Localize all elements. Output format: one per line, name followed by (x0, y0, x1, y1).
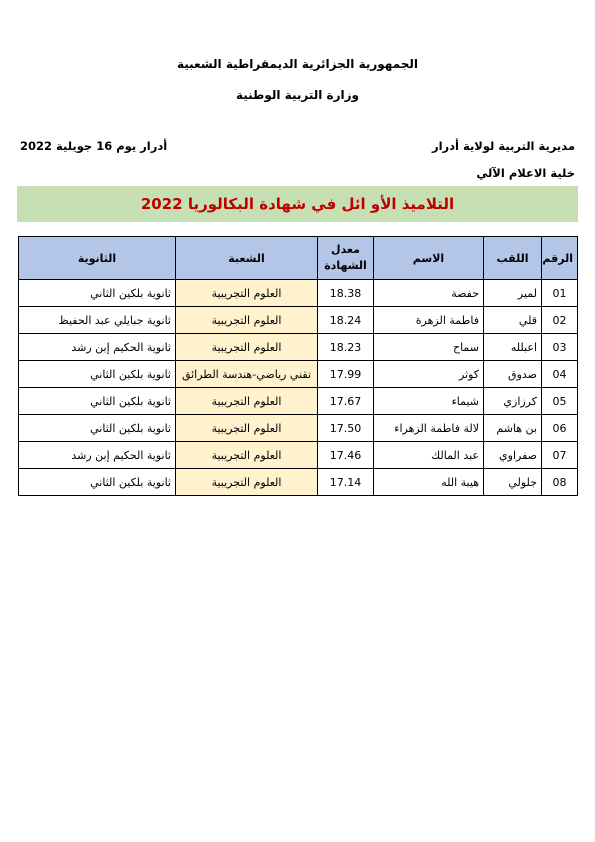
table-row (19, 280, 578, 307)
cell-branch: العلوم التجريبية (176, 307, 318, 334)
cell-school: ثانوية بلكين الثاني (19, 280, 176, 307)
cell-school: ثانوية جبايلي عبد الحفيظ (19, 307, 176, 334)
cell-average: 18.24 (318, 307, 374, 334)
cell-first-name: عبد المالك (374, 442, 484, 469)
info-line (20, 139, 575, 153)
cell-school: ثانوية بلكين الثاني (19, 469, 176, 496)
results-table (18, 236, 578, 496)
cell-last-name: قلي (484, 307, 542, 334)
cell-label: خلية الاعلام الآلي (476, 166, 575, 180)
cell-average: 18.23 (318, 334, 374, 361)
cell-num: 05 (542, 388, 578, 415)
cell-first-name: فاطمة الزهرة (374, 307, 484, 334)
cell-first-name: لالة فاطمة الزهراء (374, 415, 484, 442)
cell-first-name: كوثر (374, 361, 484, 388)
header-branch: الشعبة (176, 237, 318, 280)
cell-num: 01 (542, 280, 578, 307)
cell-branch: العلوم التجريبية (176, 415, 318, 442)
cell-num: 07 (542, 442, 578, 469)
cell-school: ثانوية بلكين الثاني (19, 415, 176, 442)
header-school: الثانوية (19, 237, 176, 280)
cell-num: 02 (542, 307, 578, 334)
cell-average: 17.99 (318, 361, 374, 388)
table-row (19, 334, 578, 361)
cell-average: 18.38 (318, 280, 374, 307)
cell-last-name: اعبلله (484, 334, 542, 361)
header-average-line1: معدل (331, 243, 360, 256)
cell-average: 17.50 (318, 415, 374, 442)
cell-last-name: جلولي (484, 469, 542, 496)
cell-average: 17.14 (318, 469, 374, 496)
cell-school: ثانوية بلكين الثاني (19, 361, 176, 388)
cell-school: ثانوية الحكيم إبن رشد (19, 334, 176, 361)
cell-num: 03 (542, 334, 578, 361)
cell-first-name: حفصة (374, 280, 484, 307)
cell-branch: العلوم التجريبية (176, 334, 318, 361)
ministry-title: وزارة التربية الوطنية (235, 88, 359, 102)
cell-last-name: صدوق (484, 361, 542, 388)
cell-average: 17.46 (318, 442, 374, 469)
header-last-name: اللقب (484, 237, 542, 280)
cell-last-name: لمير (484, 280, 542, 307)
cell-last-name: كرزازي (484, 388, 542, 415)
cell-last-name: بن هاشم (484, 415, 542, 442)
cell-first-name: شيماء (374, 388, 484, 415)
header-average (318, 237, 374, 280)
cell-num: 08 (542, 469, 578, 496)
table-row (19, 442, 578, 469)
table-row (19, 415, 578, 442)
cell-branch: العلوم التجريبية (176, 469, 318, 496)
title-banner (17, 186, 578, 222)
cell-branch: العلوم التجريبية (176, 280, 318, 307)
table-row (19, 388, 578, 415)
cell-school: ثانوية بلكين الثاني (19, 388, 176, 415)
cell-last-name: صفراوي (484, 442, 542, 469)
cell-school: ثانوية الحكيم إبن رشد (19, 442, 176, 469)
republic-title: الجمهورية الجزائرية الديمقراطية الشعبية (176, 57, 419, 71)
table-header-row (19, 237, 578, 280)
table-row (19, 361, 578, 388)
cell-branch: العلوم التجريبية (176, 442, 318, 469)
header-average-line2: الشهادة (324, 259, 367, 272)
cell-num: 04 (542, 361, 578, 388)
header-first-name: الاسم (374, 237, 484, 280)
cell-first-name: هيبة الله (374, 469, 484, 496)
cell-branch: العلوم التجريبية (176, 388, 318, 415)
cell-average: 17.67 (318, 388, 374, 415)
banner-title: التلاميذ الأو ائل في شهادة البكالوريا 2022 (140, 195, 455, 213)
date-label: أدرار يوم 16 جويلية 2022 (20, 139, 168, 153)
cell-first-name: سماح (374, 334, 484, 361)
cell-branch: تقني رياضي-هندسة الطرائق (176, 361, 318, 388)
table-row (19, 307, 578, 334)
table-row (19, 469, 578, 496)
cell-num: 06 (542, 415, 578, 442)
header-num: الرقم (542, 237, 578, 280)
directorate-label: مديرية التربية لولاية أدرار (431, 139, 575, 153)
